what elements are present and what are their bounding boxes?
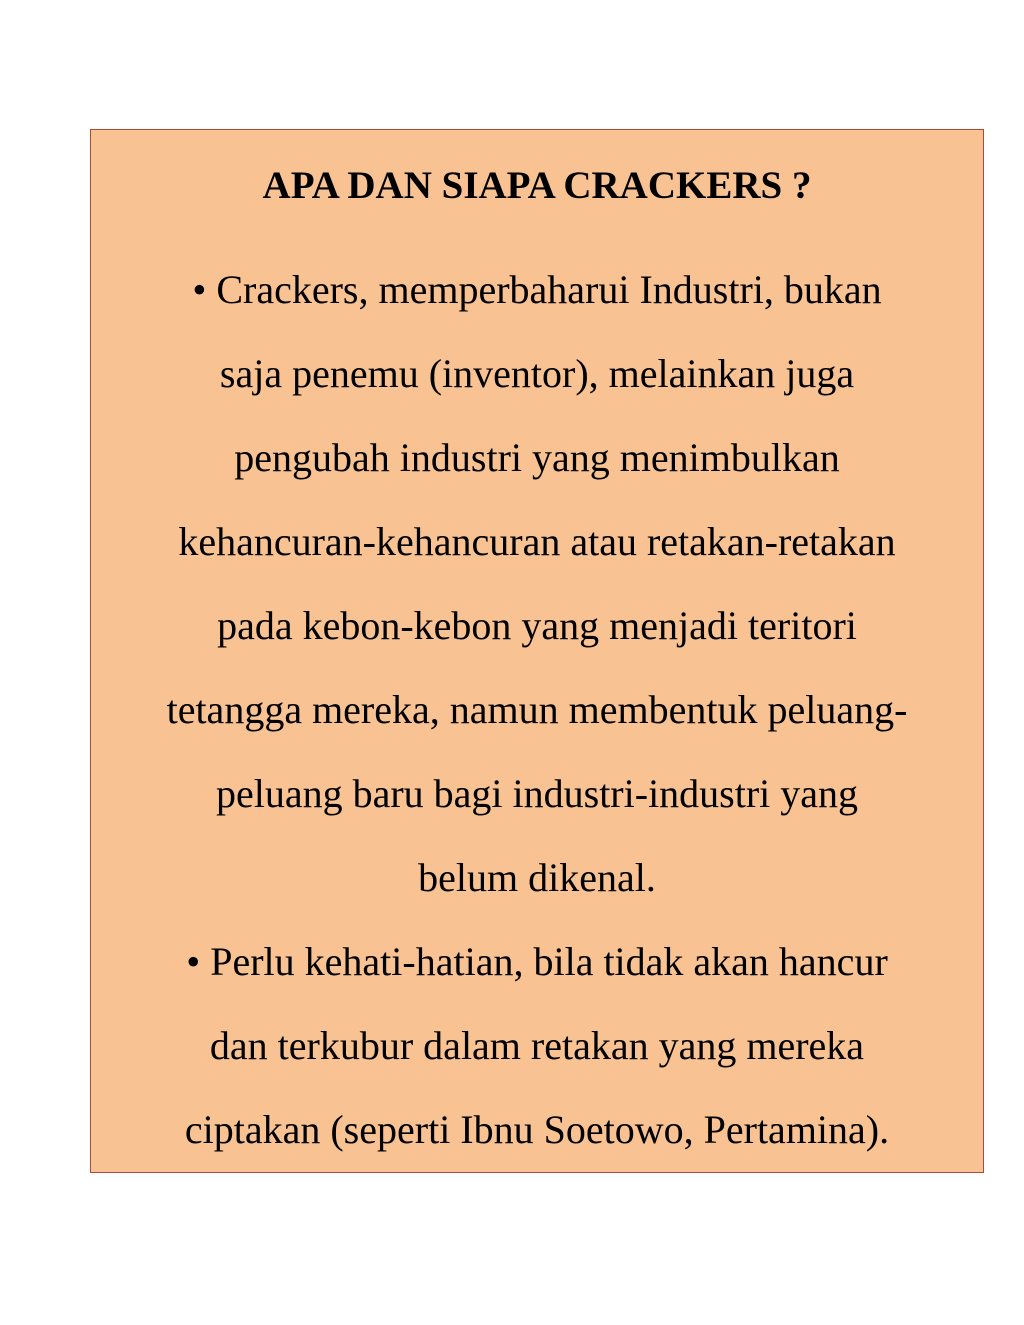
bullet-1-line-4: kehancuran-kehancuran atau retakan-retakan	[178, 519, 896, 564]
bullet-2-line-3: ciptakan (seperti Ibnu Soetowo, Pertamina).	[184, 1107, 890, 1152]
content-card	[90, 129, 984, 1173]
card-body	[97, 248, 977, 1172]
bullet-1-line-3: pengubah industri yang menimbulkan	[234, 435, 840, 480]
bullet-2-line-2: dan terkubur dalam retakan yang mereka	[209, 1023, 865, 1068]
bullet-1-line-2: saja penemu (inventor), melainkan juga	[219, 351, 855, 396]
bullet-1-line-7: peluang baru bagi industri-industri yang	[215, 771, 859, 816]
bullet-1-line-6: tetangga mereka, namun membentuk peluang-	[166, 687, 908, 732]
bullet-1-line-1: • Crackers, memperbaharui Industri, bukan	[192, 267, 882, 312]
bullet-1-line-8: belum dikenal.	[418, 855, 656, 900]
card-title: APA DAN SIAPA CRACKERS ?	[262, 164, 812, 207]
bullet-2-line-1: • Perlu kehati-hatian, bila tidak akan hancur	[186, 939, 888, 984]
bullet-1-line-5: pada kebon-kebon yang menjadi teritori	[217, 603, 857, 648]
